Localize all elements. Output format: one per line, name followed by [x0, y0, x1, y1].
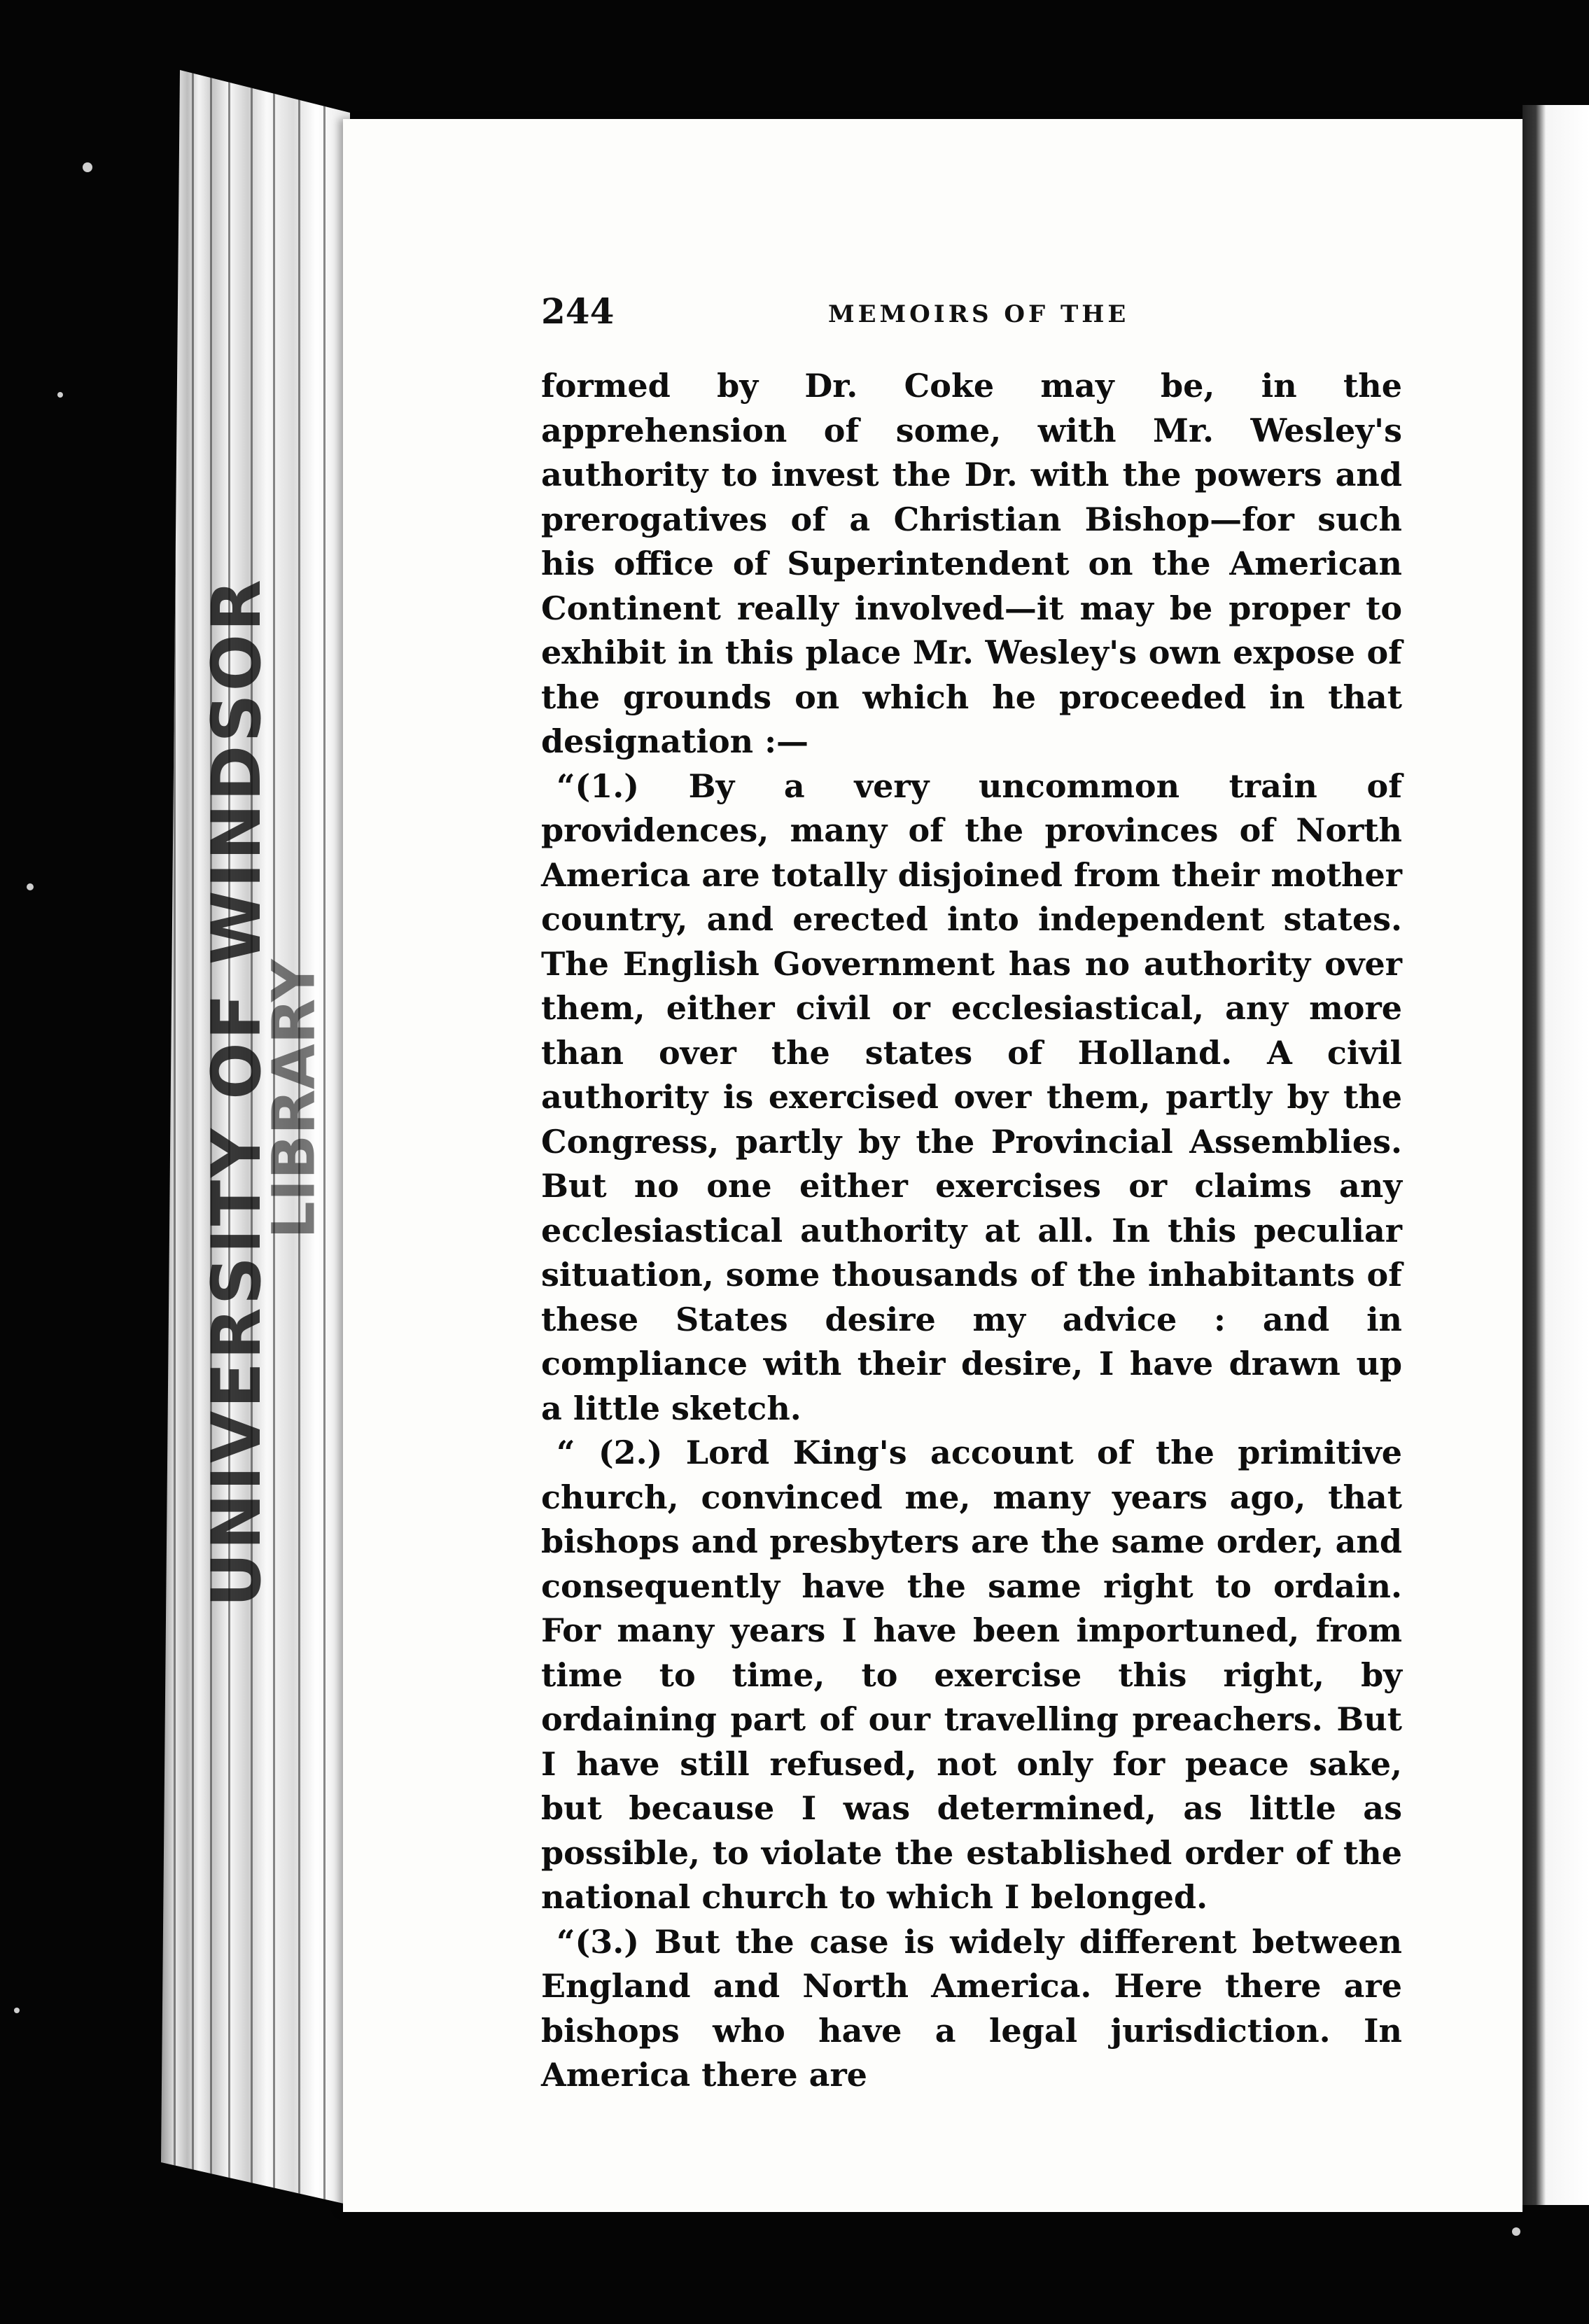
- running-head: [541, 290, 1423, 340]
- body-text: [541, 364, 1402, 2098]
- scan-speck: [83, 162, 92, 172]
- scan-speck: [57, 392, 63, 398]
- scan-speck: [27, 883, 34, 890]
- paragraph: “(1.) By a very uncommon train of providences, many of the provinces of North America are totally disjoined from their mother country, and erected into independent states. The English Government has no authority over them, either civil or ecclesiastical, any more than over the states of Holland. A civil authority is exercised over them, partly by the Congress, partly by the Provincial Assemblies. But no one either exercises or claims any ecclesiastical authority at all. In this peculiar situation, some thousands of the inhabitants of these States desire my advice : and in compliance with their desire, I have drawn up a little sketch.: [541, 766, 1402, 1427]
- paragraph: formed by Dr. Coke may be, in the apprehension of some, with Mr. Wesley's authority to invest the Dr. with the powers and prerogatives of a Christian Bishop—for such his office of Superintendent on the American Continent really involved—it may be proper to exhibit in this place Mr. Wesley's own expose of the grounds on which he proceeded in that designation :—: [541, 367, 1402, 760]
- library-stamp-secondary: [252, 784, 336, 1414]
- page-number: 244: [541, 290, 615, 332]
- running-head-title: MEMOIRS OF THE: [828, 300, 1130, 328]
- scan-speck: [14, 2008, 20, 2013]
- library-stamp-text-secondary: LIBRARY: [260, 959, 329, 1239]
- paragraph: “ (2.) Lord King's account of the primitive church, convinced me, many years ago, that bishops and presbyters are the same order, and consequently have the same right to ordain. For many years I have been importuned, from time to time, to exercise this right, by ordaining part of our travelling preachers. But I have still refused, not only for peace sake, but because I was determined, as little as possible, to violate the established order of the national church to which I belonged.: [541, 1434, 1402, 1916]
- book-page: [343, 119, 1522, 2212]
- paragraph: “(3.) But the case is widely different between England and North America. Here there are bishops who have a legal jurisdiction. In America there are: [541, 1922, 1402, 2094]
- library-stamp-text: UNIVERSITY OF WINDSOR: [197, 576, 276, 1608]
- scan-speck: [1512, 2227, 1520, 2236]
- facing-page-edge: [1522, 105, 1589, 2205]
